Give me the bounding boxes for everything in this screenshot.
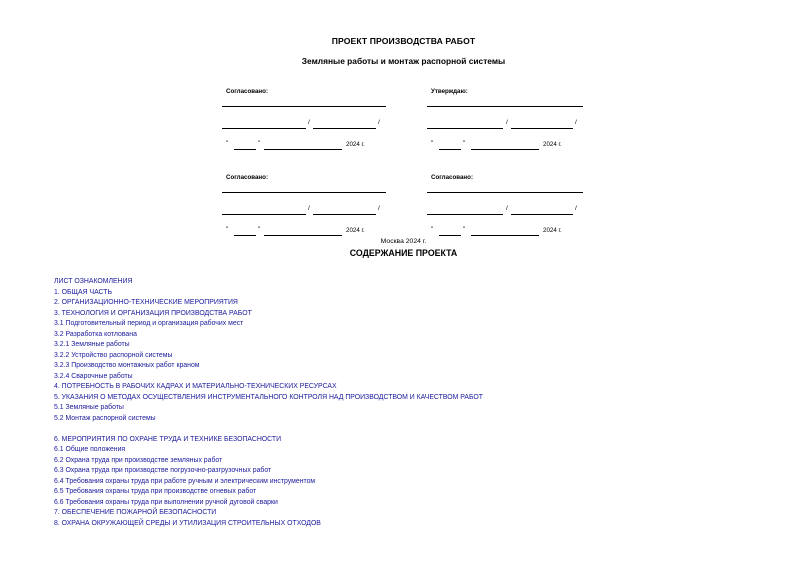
toc-link[interactable]: 3.1 Подготовительный период и организация рабочих мест (54, 320, 244, 327)
month-line[interactable] (264, 149, 342, 150)
day-line[interactable] (439, 235, 461, 236)
toc-item[interactable] (54, 498, 483, 509)
day-line[interactable] (234, 235, 256, 236)
slash-separator: / (378, 119, 380, 126)
toc-link[interactable]: 3.2.3 Производство монтажных работ краном (54, 362, 200, 369)
quote-open: " (226, 226, 229, 233)
signature-line[interactable] (222, 192, 386, 193)
year-label: 2024 г. (543, 141, 562, 148)
toc-link[interactable]: 6.5 Требования охраны труда при производстве огневых работ (54, 488, 257, 495)
position-line[interactable] (511, 128, 573, 129)
toc-item[interactable] (54, 277, 483, 288)
toc-item[interactable] (54, 403, 483, 414)
toc-link[interactable]: 6.6 Требования охраны труда при выполнении ручной дуговой сварки (54, 498, 278, 506)
toc-link[interactable]: 5.1 Земляные работы (54, 404, 124, 411)
slash-separator: / (575, 119, 577, 126)
year-label: 2024 г. (346, 141, 365, 148)
signature-label: Утверждаю: (431, 88, 468, 95)
signature-line[interactable] (427, 106, 583, 107)
quote-open: " (431, 140, 434, 147)
slash-separator: / (308, 119, 310, 126)
day-line[interactable] (234, 149, 256, 150)
document-title: ПРОЕКТ ПРОИЗВОДСТВА РАБОТ (331, 36, 476, 46)
quote-open: " (226, 140, 229, 147)
position-line[interactable] (313, 128, 376, 129)
contents-title: СОДЕРЖАНИЕ ПРОЕКТА (349, 248, 458, 258)
signature-label: Согласовано: (226, 88, 269, 95)
toc-item[interactable] (54, 393, 483, 404)
toc-item[interactable] (54, 288, 483, 299)
quote-close: " (463, 226, 466, 233)
toc-item[interactable] (54, 508, 483, 519)
quote-close: " (258, 226, 261, 233)
position-line[interactable] (511, 214, 573, 215)
month-line[interactable] (471, 235, 539, 236)
quote-open: " (431, 226, 434, 233)
toc-item[interactable] (54, 319, 483, 330)
toc-link[interactable]: ЛИСТ ОЗНАКОМЛЕНИЯ (54, 278, 133, 285)
toc-item[interactable] (54, 445, 483, 456)
toc-item[interactable] (54, 330, 483, 341)
toc-item[interactable] (54, 435, 483, 446)
toc-link[interactable]: 6. МЕРОПРИЯТИЯ ПО ОХРАНЕ ТРУДА И ТЕХНИКЕ БЕЗОПАСНОСТИ (54, 435, 282, 443)
toc-item[interactable] (54, 340, 483, 351)
toc-item[interactable] (54, 372, 483, 383)
toc-link[interactable]: 3. ТЕХНОЛОГИЯ И ОРГАНИЗАЦИЯ ПРОИЗВОДСТВА РАБОТ (54, 309, 252, 317)
toc-item[interactable] (54, 351, 483, 362)
slash-separator: / (506, 205, 508, 212)
toc-link[interactable]: 6.2 Охрана труда при производстве земляных работ (54, 456, 223, 464)
name-line[interactable] (222, 214, 306, 215)
toc-link[interactable]: 5.2 Монтаж распорной системы (54, 414, 156, 422)
signature-line[interactable] (427, 192, 583, 193)
signature-line[interactable] (222, 106, 386, 107)
quote-close: " (463, 140, 466, 147)
signature-label: Согласовано: (431, 174, 474, 181)
toc-link[interactable]: 3.2 Разработка котлована (54, 330, 137, 338)
toc-link[interactable]: 1. ОБЩАЯ ЧАСТЬ (54, 288, 113, 296)
slash-separator: / (506, 119, 508, 126)
name-line[interactable] (222, 128, 306, 129)
toc-item[interactable] (54, 309, 483, 320)
document-subtitle: Земляные работы и монтаж распорной системы (301, 56, 506, 66)
year-label: 2024 г. (543, 227, 562, 234)
name-line[interactable] (427, 128, 503, 129)
toc-item[interactable] (54, 519, 483, 530)
toc-link[interactable]: 7. ОБЕСПЕЧЕНИЕ ПОЖАРНОЙ БЕЗОПАСНОСТИ (54, 509, 217, 516)
quote-close: " (258, 140, 261, 147)
toc-item[interactable] (54, 414, 483, 425)
position-line[interactable] (313, 214, 376, 215)
slash-separator: / (575, 205, 577, 212)
toc-item[interactable] (54, 466, 483, 477)
month-line[interactable] (471, 149, 539, 150)
toc-link[interactable]: 4. ПОТРЕБНОСТЬ В РАБОЧИХ КАДРАХ И МАТЕРИАЛЬНО-ТЕХНИЧЕСКИХ РЕСУРСАХ (54, 383, 337, 390)
toc-item[interactable] (54, 361, 483, 372)
toc-item[interactable] (54, 382, 483, 393)
toc-link[interactable]: 3.2.4 Сварочные работы (54, 372, 133, 380)
toc-link[interactable]: 6.3 Охрана труда при производстве погрузочно-разгрузочных работ (54, 467, 272, 474)
signature-label: Согласовано: (226, 174, 269, 181)
name-line[interactable] (427, 214, 503, 215)
toc-item[interactable] (54, 487, 483, 498)
toc-link[interactable]: 3.2.1 Земляные работы (54, 341, 130, 348)
signature-block-approved-1 (222, 88, 387, 168)
toc-link[interactable]: 6.4 Требования охраны труда при работе ручным и электрическим инструментом (54, 477, 316, 485)
day-line[interactable] (439, 149, 461, 150)
city-year: Москва 2024 г. (380, 238, 427, 245)
toc-link[interactable]: 3.2.2 Устройство распорной системы (54, 351, 173, 359)
toc-item[interactable] (54, 477, 483, 488)
table-of-contents (54, 277, 483, 529)
signature-block-approve (427, 88, 592, 168)
toc-item[interactable] (54, 298, 483, 309)
slash-separator: / (378, 205, 380, 212)
year-label: 2024 г. (346, 227, 365, 234)
slash-separator: / (308, 205, 310, 212)
toc-link[interactable]: 2. ОРГАНИЗАЦИОННО-ТЕХНИЧЕСКИЕ МЕРОПРИЯТИЯ (54, 299, 238, 306)
toc-link[interactable]: 6.1 Общие положения (54, 446, 126, 453)
toc-link[interactable]: 5. УКАЗАНИЯ О МЕТОДАХ ОСУЩЕСТВЛЕНИЯ ИНСТРУМЕНТАЛЬНОГО КОНТРОЛЯ НАД ПРОИЗВОДСТВОМ И КАЧЕСТВОМ РАБОТ (54, 393, 483, 401)
toc-item[interactable] (54, 456, 483, 467)
toc-link[interactable]: 8. ОХРАНА ОКРУЖАЮЩЕЙ СРЕДЫ И УТИЛИЗАЦИЯ СТРОИТЕЛЬНЫХ ОТХОДОВ (54, 519, 321, 527)
month-line[interactable] (264, 235, 342, 236)
